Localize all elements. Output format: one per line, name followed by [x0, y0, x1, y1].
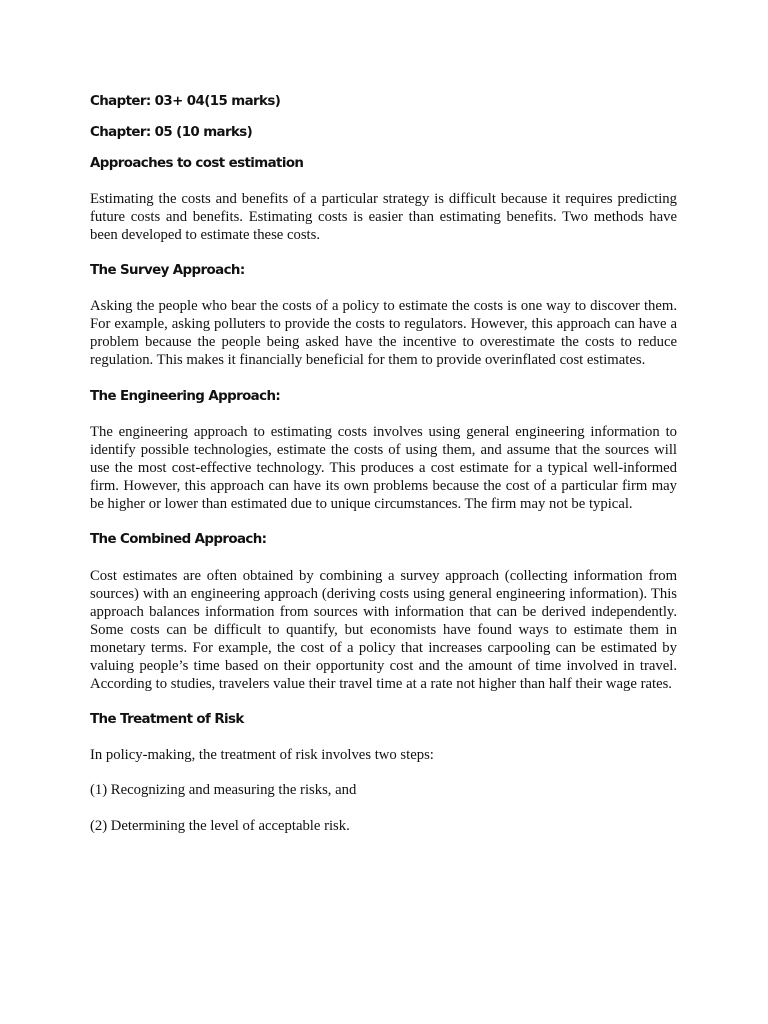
intro-paragraph: Estimating the costs and benefits of a particular strategy is difficult because it requires predicting future costs and benefits. Estimating costs is easier than estimating benefits. Two methods have been developed to estimate these costs. [90, 191, 677, 243]
treatment-of-risk-heading: The Treatment of Risk [90, 712, 244, 727]
combined-approach-heading: The Combined Approach: [90, 532, 267, 547]
engineering-approach-heading: The Engineering Approach: [90, 389, 281, 404]
chapter-heading: Chapter: 03+ 04(15 marks) [90, 94, 281, 109]
risk-step-item: (2) Determining the level of acceptable risk. [90, 818, 350, 834]
survey-approach-heading: The Survey Approach: [90, 263, 245, 278]
section-title: Approaches to cost estimation [90, 156, 304, 171]
engineering-approach-paragraph: The engineering approach to estimating costs involves using general engineering information to identify possible technologies, estimate the costs of using them, and assume that the sources will use the most cost-effective technology. This produces a cost estimate for a typical well-informed firm. However, this approach can have its own problems because the cost of a particular firm may be higher or lower than estimated due to unique circumstances. The firm may not be typical. [90, 424, 677, 512]
combined-approach-paragraph: Cost estimates are often obtained by combining a survey approach (collecting information from sources) with an engineering approach (deriving costs using general engineering information). This approach balances information from sources with information that can be derived independently. Some costs can be difficult to quantify, but economists have found ways to estimate them in monetary terms. For example, the cost of a policy that increases carpooling can be estimated by valuing people’s time based on their opportunity cost and the amount of time involved in travel. According to studies, travelers value their travel time at a rate not higher than half their wage rates. [90, 568, 677, 692]
risk-step-item: (1) Recognizing and measuring the risks, and [90, 782, 357, 798]
chapter-heading: Chapter: 05 (10 marks) [90, 125, 253, 140]
risk-intro-text: In policy-making, the treatment of risk involves two steps: [90, 747, 434, 763]
survey-approach-paragraph: Asking the people who bear the costs of a policy to estimate the costs is one way to discover them. For example, asking polluters to provide the costs to regulators. However, this approach can have a problem because the people being asked have the incentive to overestimate the costs to reduce regulation. This makes it financially beneficial for them to provide overinflated cost estimates. [90, 298, 677, 368]
